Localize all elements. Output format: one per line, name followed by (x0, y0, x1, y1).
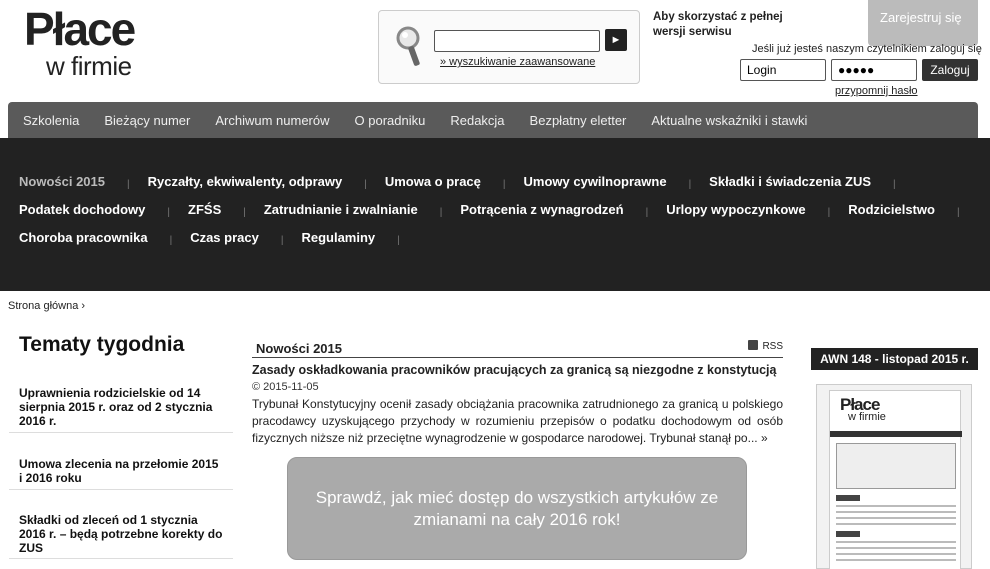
advanced-search-link[interactable]: » wyszukiwanie zaawansowane (440, 56, 596, 68)
rss-label: RSS (762, 341, 783, 352)
topic-link[interactable]: Składki i świadczenia ZUS (709, 174, 872, 189)
issue-cover[interactable] (816, 384, 972, 569)
topics-row-2 (19, 202, 978, 217)
magnifier-icon (395, 25, 425, 69)
main-nav (8, 102, 978, 138)
nav-item-eletter[interactable]: Bezpłatny eletter (529, 112, 627, 128)
topic-link[interactable]: Umowa o pracę (384, 174, 481, 189)
remind-password-link[interactable]: przypomnij hasło (835, 85, 918, 97)
issue-title[interactable]: AWN 148 - listopad 2015 r. (811, 348, 978, 370)
nav-item-wskazniki[interactable]: Aktualne wskaźniki i stawki (651, 112, 808, 128)
topic-separator: | (893, 179, 896, 190)
cover-text-line (836, 523, 956, 525)
login-prompt: Jeśli już jesteś naszym czytelnikiem zaloguj się (752, 43, 982, 55)
search-input[interactable] (434, 30, 600, 52)
logo-line1: Płace (24, 3, 135, 55)
cover-label (836, 495, 860, 501)
topic-separator: | (827, 207, 831, 218)
login-button[interactable]: Zaloguj (922, 59, 978, 81)
rss-link[interactable] (748, 340, 783, 352)
nav-item-szkolenia[interactable]: Szkolenia (23, 112, 80, 128)
login-field[interactable] (740, 59, 826, 81)
cover-logo-line2: w firmie (848, 411, 886, 423)
register-button[interactable]: Zarejestruj się (868, 0, 978, 46)
topic-link[interactable]: Urlopy wypoczynkowe (666, 202, 806, 217)
weekly-topic-item[interactable]: Umowa zlecenia na przełomie 2015 i 2016 roku (9, 457, 233, 490)
cover-logo-line1: Płace (840, 395, 880, 414)
cover-contents-box (836, 443, 956, 489)
full-version-note: Aby skorzystać z pełnej wersji serwisu (653, 11, 783, 38)
cover-text-line (836, 511, 956, 513)
topic-separator: | (502, 179, 506, 190)
nav-item-redakcja[interactable]: Redakcja (450, 112, 505, 128)
topic-separator: | (956, 207, 960, 218)
news-section-title: Nowości 2015 (256, 341, 342, 356)
article-date: © 2015-11-05 (252, 381, 319, 393)
topic-separator: | (645, 207, 649, 218)
topic-link[interactable]: Nowości 2015 (19, 174, 105, 189)
article-title[interactable]: Zasady oskładkowania pracowników pracujących za granicą są niezgodne z konstytucją (252, 363, 777, 377)
cover-text-line (836, 517, 956, 519)
topic-link[interactable]: Zatrudnianie i zwalnianie (263, 202, 418, 217)
site-logo[interactable] (24, 3, 164, 82)
weekly-topics-title: Tematy tygodnia (19, 333, 185, 356)
topic-link[interactable]: Ryczałty, ekwiwalenty, odprawy (147, 174, 343, 189)
topic-link[interactable]: Umowy cywilnoprawne (523, 174, 667, 189)
topic-separator: | (127, 179, 130, 190)
topic-separator: | (688, 179, 692, 190)
topic-link[interactable]: Potrącenia z wynagrodzeń (460, 202, 624, 217)
topic-separator: | (439, 207, 443, 218)
cover-band (830, 431, 962, 437)
cover-text-line (836, 505, 956, 507)
topic-separator: | (397, 235, 400, 246)
weekly-topic-item[interactable]: Uprawnienia rodzicielskie od 14 sierpnia 2015 r. oraz od 2 stycznia 2016 r. (9, 386, 233, 433)
cover-text-line (836, 559, 956, 561)
topic-separator: | (169, 235, 173, 246)
topic-link[interactable]: Podatek dochodowy (19, 202, 146, 217)
cover-text-line (836, 547, 956, 549)
nav-item-o-poradniku[interactable]: O poradniku (354, 112, 426, 128)
topics-row-3 (19, 230, 418, 245)
breadcrumb[interactable]: Strona główna › (8, 300, 86, 312)
cover-text-line (836, 553, 956, 555)
cover-label (836, 531, 860, 537)
topic-separator: | (364, 179, 367, 190)
nav-item-biezacy-numer[interactable]: Bieżący numer (104, 112, 191, 128)
topic-link[interactable]: Rodzicielstwo (848, 202, 935, 217)
nav-item-archiwum[interactable]: Archiwum numerów (215, 112, 330, 128)
topic-link[interactable]: Regulaminy (301, 230, 376, 245)
topics-menu (0, 138, 990, 291)
weekly-topic-item[interactable]: Składki od zleceń od 1 stycznia 2016 r. – będą potrzebne korekty do ZUS (9, 513, 233, 559)
cover-text-line (836, 541, 956, 543)
topic-link[interactable]: ZFŚS (188, 202, 222, 217)
rss-icon (748, 340, 758, 350)
logo-line2: w firmie (46, 51, 132, 81)
search-button[interactable]: ► (605, 29, 627, 51)
password-field[interactable] (831, 59, 917, 81)
news-section-header (252, 337, 783, 358)
topics-row-1 (19, 174, 914, 189)
cover-image (829, 390, 961, 569)
topic-link[interactable]: Czas pracy (190, 230, 259, 245)
subscription-promo[interactable]: Sprawdź, jak mieć dostęp do wszystkich artykułów ze zmianami na cały 2016 rok! (287, 457, 747, 560)
topic-link[interactable]: Choroba pracownika (19, 230, 148, 245)
topic-separator: | (243, 207, 246, 218)
topic-separator: | (167, 207, 171, 218)
search-panel (378, 10, 640, 84)
topic-separator: | (280, 235, 284, 246)
article-excerpt: Trybunał Konstytucyjny ocenił zasady obciążania pracownika zatrudnionego za granicą u polskiego pracodawcy uzyskującego przychody w rozumieniu przepisów o podatku dochodowym od osób fizycznych niższe niż przeciętne wynagrodzenie w gospodarce narodowej. Trybunał stanął po... » (252, 397, 783, 445)
